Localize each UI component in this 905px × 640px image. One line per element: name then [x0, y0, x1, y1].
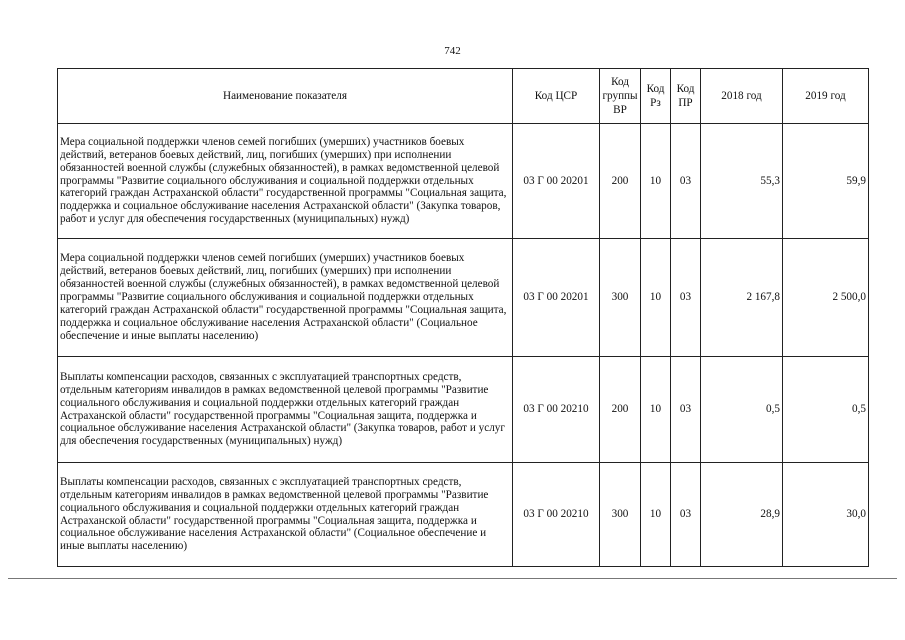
table-row	[58, 124, 869, 239]
header-rz-code: Код Рз	[641, 69, 671, 124]
table-row	[58, 357, 869, 463]
table-row	[58, 463, 869, 567]
row-value-2018: 55,3	[701, 124, 783, 239]
row-pr-code: 03	[671, 124, 701, 239]
row-name: Выплаты компенсации расходов, связанных с эксплуатацией транспортных средств, отдельным категориям инвалидов в рамках ведомственной целевой программы "Развитие социального обслуживания и социальной поддержки отдельных категорий граждан Астраханской области" государственной программы "Социальная защита, поддержка и социальное обслуживание населения Астраханской области" (Социальное обеспечение и иные выплаты населению)	[58, 463, 513, 567]
row-vr-code: 200	[600, 357, 641, 463]
row-value-2019: 59,9	[783, 124, 869, 239]
row-pr-code: 03	[671, 463, 701, 567]
row-rz-code: 10	[641, 357, 671, 463]
table-header	[58, 69, 869, 124]
table-row	[58, 239, 869, 357]
row-csr-code: 03 Г 00 20201	[513, 239, 600, 357]
row-csr-code: 03 Г 00 20210	[513, 463, 600, 567]
row-vr-code: 200	[600, 124, 641, 239]
row-pr-code: 03	[671, 239, 701, 357]
row-vr-code: 300	[600, 239, 641, 357]
row-csr-code: 03 Г 00 20201	[513, 124, 600, 239]
row-value-2019: 2 500,0	[783, 239, 869, 357]
row-pr-code: 03	[671, 357, 701, 463]
row-csr-code: 03 Г 00 20210	[513, 357, 600, 463]
header-csr-code: Код ЦСР	[513, 69, 600, 124]
header-pr-code: Код ПР	[671, 69, 701, 124]
header-name: Наименование показателя	[58, 69, 513, 124]
row-value-2018: 28,9	[701, 463, 783, 567]
row-vr-code: 300	[600, 463, 641, 567]
table-body	[58, 124, 869, 567]
header-row	[58, 69, 869, 124]
header-year-2018: 2018 год	[701, 69, 783, 124]
page-number: 742	[444, 45, 461, 57]
budget-table	[57, 68, 869, 567]
row-rz-code: 10	[641, 463, 671, 567]
page-bottom-divider	[8, 578, 897, 579]
header-year-2019: 2019 год	[783, 69, 869, 124]
row-value-2018: 2 167,8	[701, 239, 783, 357]
row-value-2019: 0,5	[783, 357, 869, 463]
row-value-2019: 30,0	[783, 463, 869, 567]
row-value-2018: 0,5	[701, 357, 783, 463]
header-vr-code: Код группы ВР	[600, 69, 641, 124]
row-name: Мера социальной поддержки членов семей погибших (умерших) участников боевых действий, ветеранов боевых действий, лиц, погибших (умерших) при исполнении обязанностей военной службы (служебных обязанностей), в рамках ведомственной целевой программы "Развитие социального обслуживания и социальной поддержки отдельных категорий граждан Астраханской области" государственной программы "Социальная защита, поддержка и социальное обслуживание населения Астраханской области" (Закупка товаров, работ и услуг для обеспечения государственных (муниципальных) нужд)	[58, 124, 513, 239]
row-rz-code: 10	[641, 124, 671, 239]
row-rz-code: 10	[641, 239, 671, 357]
row-name: Выплаты компенсации расходов, связанных с эксплуатацией транспортных средств, отдельным категориям инвалидов в рамках ведомственной целевой программы "Развитие социального обслуживания и социальной поддержки отдельных категорий граждан Астраханской области" государственной программы "Социальная защита, поддержка и социальное обслуживание населения Астраханской области" (Закупка товаров, работ и услуг для обеспечения государственных (муниципальных) нужд)	[58, 357, 513, 463]
row-name: Мера социальной поддержки членов семей погибших (умерших) участников боевых действий, ветеранов боевых действий, лиц, погибших (умерших) при исполнении обязанностей военной службы (служебных обязанностей), в рамках ведомственной целевой программы "Развитие социального обслуживания и социальной поддержки отдельных категорий граждан Астраханской области" государственной программы "Социальная защита, поддержка и социальное обслуживание населения Астраханской области" (Социальное обеспечение и иные выплаты населению)	[58, 239, 513, 357]
